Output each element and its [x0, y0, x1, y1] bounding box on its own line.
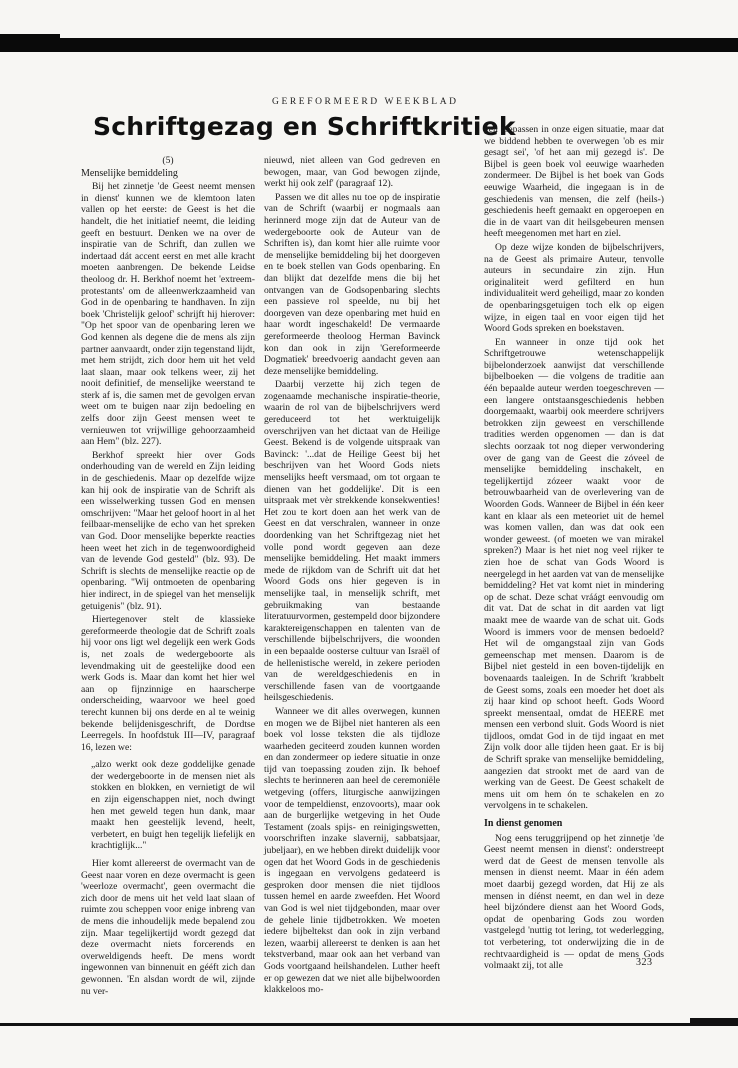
paragraph: nieuwd, niet alleen van God gedreven en bewogen, maar, van God bewogen zijnde, werkt hij ook zelf' (paragraaf 12).	[264, 155, 440, 190]
paragraph: Bij het zinnetje 'de Geest neemt mensen in dienst' kunnen we de klemtoon laten vallen op het eerste: de Geest is het die handelt, die het initiatief neemt, die leiding geeft en bestuurt. Denken we na over de inspiratie van de Schrift, dan zullen we indertaad dát accent eerst en met alle kracht moeten aanbrengen. De bekende Leidse theoloog dr. H. Berkhof noemt het 'extreem-protestants' om de alleenwerkzaamheid van God in de openbaring te handhaven. In zijn boek 'Christelijk geloof' schrijft hij hierover: "Op het spoor van de openbaring leren we God kennen als degene die de mens als zijn partner aanvaardt, onder zijn tegenstand lijdt, met hem strijdt, zich door hem uit het veld laat slaan, maar ook telkens weer, zij het nooit definitief, de menselijke weerstand te sterk af is, die samen met de gevolgen ervan weet om te buigen naar zijn bedoeling en zelfs door zijn Geest mensen weet te vernieuwen tot vrijwillige gehoorzaamheid aan Hem" (blz. 227).	[81, 181, 255, 448]
column-1	[81, 155, 255, 997]
paragraph: Op deze wijze konden de bijbelschrijvers, na de Geest als primaire Auteur, tenvolle auteurs in secundaire zin zijn. Hun originaliteit werd gefilterd en hun individualiteit werd geheiligd, maar zo konden de openbaringsgetuigen toch elk op eigen wijze, in eigen taal en voor eigen tijd het Woord Gods spreken en boekstaven.	[484, 241, 664, 335]
paragraph: En wanneer in onze tijd ook het Schriftgetrouwe wetenschappelijk bijbelonderzoek aanwijst dat verschillende bijbelboeken — die volgens de traditie aan één bepaalde auteur werden toegeschreven — een langere ontstaansgeschiedenis hebben doorgemaakt, waarbij ook meerdere schrijvers betrokken zijn geweest en verschillende tradities werden opgenomen — dan is dat slechts oorzaak tot nog dieper verwondering over de gang van de Geest die zóveel de menselijke bemiddeling inschakelt, en tegelijkertijd zózeer waakt voor de betrouwbaarheid van de overlevering van de Woorden Gods. Wanneer de Bijbel in één keer kant en klaar als een meteoriet uit de hemel was komen vallen, dan was dat ook een wonder geweest. (of moeten we van mirakel spreken?) Maar is het niet nog veel rijker te zien hoe de schat van Gods Woord is neergelegd in het aarden vat van de menselijke bemiddeling? Het vat komt niet in mindering op de schat. Deze schat vráágt eenvoudig om dit vat. Dat de schat in dit aarden vat ligt maakt mee de waarde van de schat uit. Gods Woord is immers voor de mensen bedoeld? Het wil de omgangstaal zijn van Gods gemeenschap met mensen. Daarom is de Bijbel niet gesteld in een boven-tijdelijk en bovenaards taaleigen. In de Schrift 'krabbelt de Geest soms, zoals een moeder het doet als zij haar kind op schoot heeft. Gods Woord spreekt mensentaal, omdat de HEERE met mensen een verbond sluit. Gods Woord is niet tijdloos, omdat God in de tijd ingaat en met Zijn volk door alle tijden heen gaat. Er is bij de Schrift sprake van menselijke bemiddeling, aangezien dat strookt met de aard van de werking van de Geest. De Geest schakelt de mens uit om hem ón te schakelen en zo vervolgens in te schakelen.	[484, 336, 664, 812]
block-quote: „alzo werkt ook deze goddelijke genade der wedergeboorte in de mensen niet als stokken en blokken, en vernietigt de wil en zijn eigenschappen niet, noch dwingt hen met geweld tegen hun dank, maar maakt hen geestelijk levend, heelt, verbetert, en buigt hen tegelijk liefelijk en krachtiglijk..."	[91, 759, 255, 852]
column-3	[484, 124, 664, 984]
article-title: Schriftgezag en Schriftkritiek	[93, 112, 516, 141]
subheading: In dienst genomen	[484, 818, 563, 830]
paragraph: Wanneer we dit alles overwegen, kunnen en mogen we de Bijbel niet hanteren als een boek vol losse teksten die als tijdloze waarheden geciteerd zouden kunnen worden en dan zondermeer op iedere situatie in onze tijd van toepassing zouden zijn. Ik behoef slechts te herinneren aan heel de ceremoniële wetgeving (offers, liturgische aanwijzingen voor de tempeldienst, enzovoorts), maar ook aan de burgerlijke wetgeving in het Oude Testament (zoals spijs- en reinigingswetten, voorschriften inzake slavernij, sabbatsjaar, jubeljaar), en we hebben direkt duidelijk voor ogen dat het Woord Gods in de geschiedenis is ingegaan en vervolgens gedateerd is gesproken door mensen die niet tijdloos tussen hemel en aarde zweefden. Het Woord van God is wel niet tijdgebonden, maar over de gehele linie tijdbetrokken. We moeten iedere bijbeltekst dan ook in zijn verband lezen, waarbij allereerst te denken is aan het tekstverband, maar ook aan het verband van Gods voortgaand heilshandelen. Luther heeft er op gewezen dat we niet alle bijbelwoorden klakkeloos mo-	[264, 705, 440, 996]
bottom-rule	[0, 1023, 738, 1026]
page-number: 323	[636, 957, 653, 968]
paragraph: Hier komt allereerst de overmacht van de Geest naar voren en deze overmacht is geen 'weerloze overmacht', geen overmacht die zich door de mens uit het veld laat slaan of ruimte zou scheppen voor enige inbreng van de mens die inhoudelijk mede bepalend zou zijn. Maar tegelijkertijd wordt gezegd dat deze overmacht niets forcerends en overweldigends heeft. De mens wordt ingewonnen van binnenuit en gééft zich dan gewonnen. 'En alsdan wordt de wil, zijnde nu ver-	[81, 858, 255, 997]
paragraph: Berkhof spreekt hier over Gods onderhouding van de wereld en Zijn leiding in de geschiedenis. Maar op dezelfde wijze kan hij ook de inspiratie van de Schrift als een wisselwerking tussen God en mensen omschrijven: "Maar het geloof hoort in al het feilbaar-menselijke de echo van het spreken van God. Door menselijke beperkte reacties heen weet het zich in de tegenwoordigheid van de levende God gesteld" (blz. 93). De Schrift is slechts de menselijke reactie op de openbaring. "Wij ontmoeten de openbaring hier indirect, in de spiegel van het menselijk getuigenis" (blz. 91).	[81, 449, 255, 612]
top-rule	[0, 38, 738, 52]
paragraph: Hiertegenover stelt de klassieke gereformeerde theologie dat de Schrift zoals hij voor ons ligt wel degelijk een werk Gods is, net zoals de wedergeboorte als levendmaking uit de geestelijke dood een werk Gods is. Maar dan komt het hier wel aan op fijnzinnige en haarscherpe onderscheiding, waarvoor we heel goed terecht kunnen bij ons derde en al te weinig bekende belijdenisgeschrift, de Dordtse Leerregels. In hoofdstuk III—IV, paragraaf 16, lezen we:	[81, 614, 255, 753]
paragraph: Nog eens teruggrijpend op het zinnetje 'de Geest neemt mensen in dienst': onderstreept werd dat de Geest de mensen tenvolle als mensen in dienst neemt. Maar in één adem moet daarbij gezegd worden, dat Hij ze als mensen in díénst neemt, en dan wel in deze heel bijzóndere dienst aan het Woord Gods, opdat de openbaring Gods zou worden vastgelegd 'nuttig tot lering, tot wederlegging, tot verbetering, tot onderwijzing die in de rechtvaardigheid is — opdat de mens Gods volmaakt zij, tot alle	[484, 832, 664, 972]
paragraph: gen toepassen in onze eigen situatie, maar dat we biddend hebben te overwegen 'ob es mir gesagt sei', 'of het aan mij gezegd is'. De Bijbel is geen boek vol eeuwige waarheden zondermeer. De Bijbel is het boek van Gods eeuwige Waarheid, die ingegaan is in de geschiedenis van mensen, die zelf (heils-) geschiedenis heeft gemaakt en opgeroepen en die in de vaart van dit heilsgebeuren mensen heeft meegenomen met hart en ziel.	[484, 124, 664, 240]
column-2	[264, 155, 440, 996]
paragraph: Daarbij verzette hij zich tegen de zogenaamde mechanische inspiratie-theorie, waarin de rol van de bijbelschrijvers werd gereduceerd tot het werktuigelijk overschrijven van het dictaat van de Heilige Geest. Bekend is de volgende uitspraak van Bavinck: '...dat de Heilige Geest bij het beschrijven van het Woord Gods niets menselijks heeft versmaad, om tot orgaan te dienen van het goddelijke'. Dit is een uitspraak met vèr strekkende konsekwenties! Het zou te kort doen aan het werk van de Geest en dat verschralen, wanneer in onze doordenking van het Schriftgezag niet het volle pond wordt gegeven aan deze menselijke bemiddeling. Het maakt immers mede de rijkdom van de Schrift uit dat het Woord Gods ons hier gegeven is in menselijke taal, in menselijk schrift, met gebruikmaking van bestaande literatuurvormen, gestempeld door bijzondere karaktereigenschappen en talenten van de verschillende bijbelschrijvers, die woonden in een bepaalde oosterse cultuur van Israël of de hellenistische wereld, in zekere perioden van de wereldgeschiedenis en in verschillende fasen van de voortgaande heilsgeschiedenis.	[264, 379, 440, 704]
section-number: (5)	[162, 155, 174, 166]
subheading: Menselijke bemiddeling	[81, 167, 178, 179]
running-header: GEREFORMEERD WEEKBLAD	[272, 97, 459, 107]
paragraph: Passen we dit alles nu toe op de inspiratie van de Schrift (waarbij er nogmaals aan herinnerd moge zijn dat de Auteur van de wedergeboorte ook de Auteur van de Schriften is), dan komt hier alle ruimte voor de menselijke bemiddeling bij het doorgeven en te boek stellen van Gods openbaring. En dan blijkt dat dezelfde mens die bij het ontvangen van de Godsopenbaring slechts een passieve rol speelde, nu bij het doorgeven van deze openbaring met huid en haar wordt ingeschakeld! De vermaarde gereformeerde theoloog Herman Bavinck kon dan ook in zijn 'Gereformeerde Dogmatiek' breedvoerig aandacht geven aan deze menselijke bemiddeling.	[264, 191, 440, 377]
